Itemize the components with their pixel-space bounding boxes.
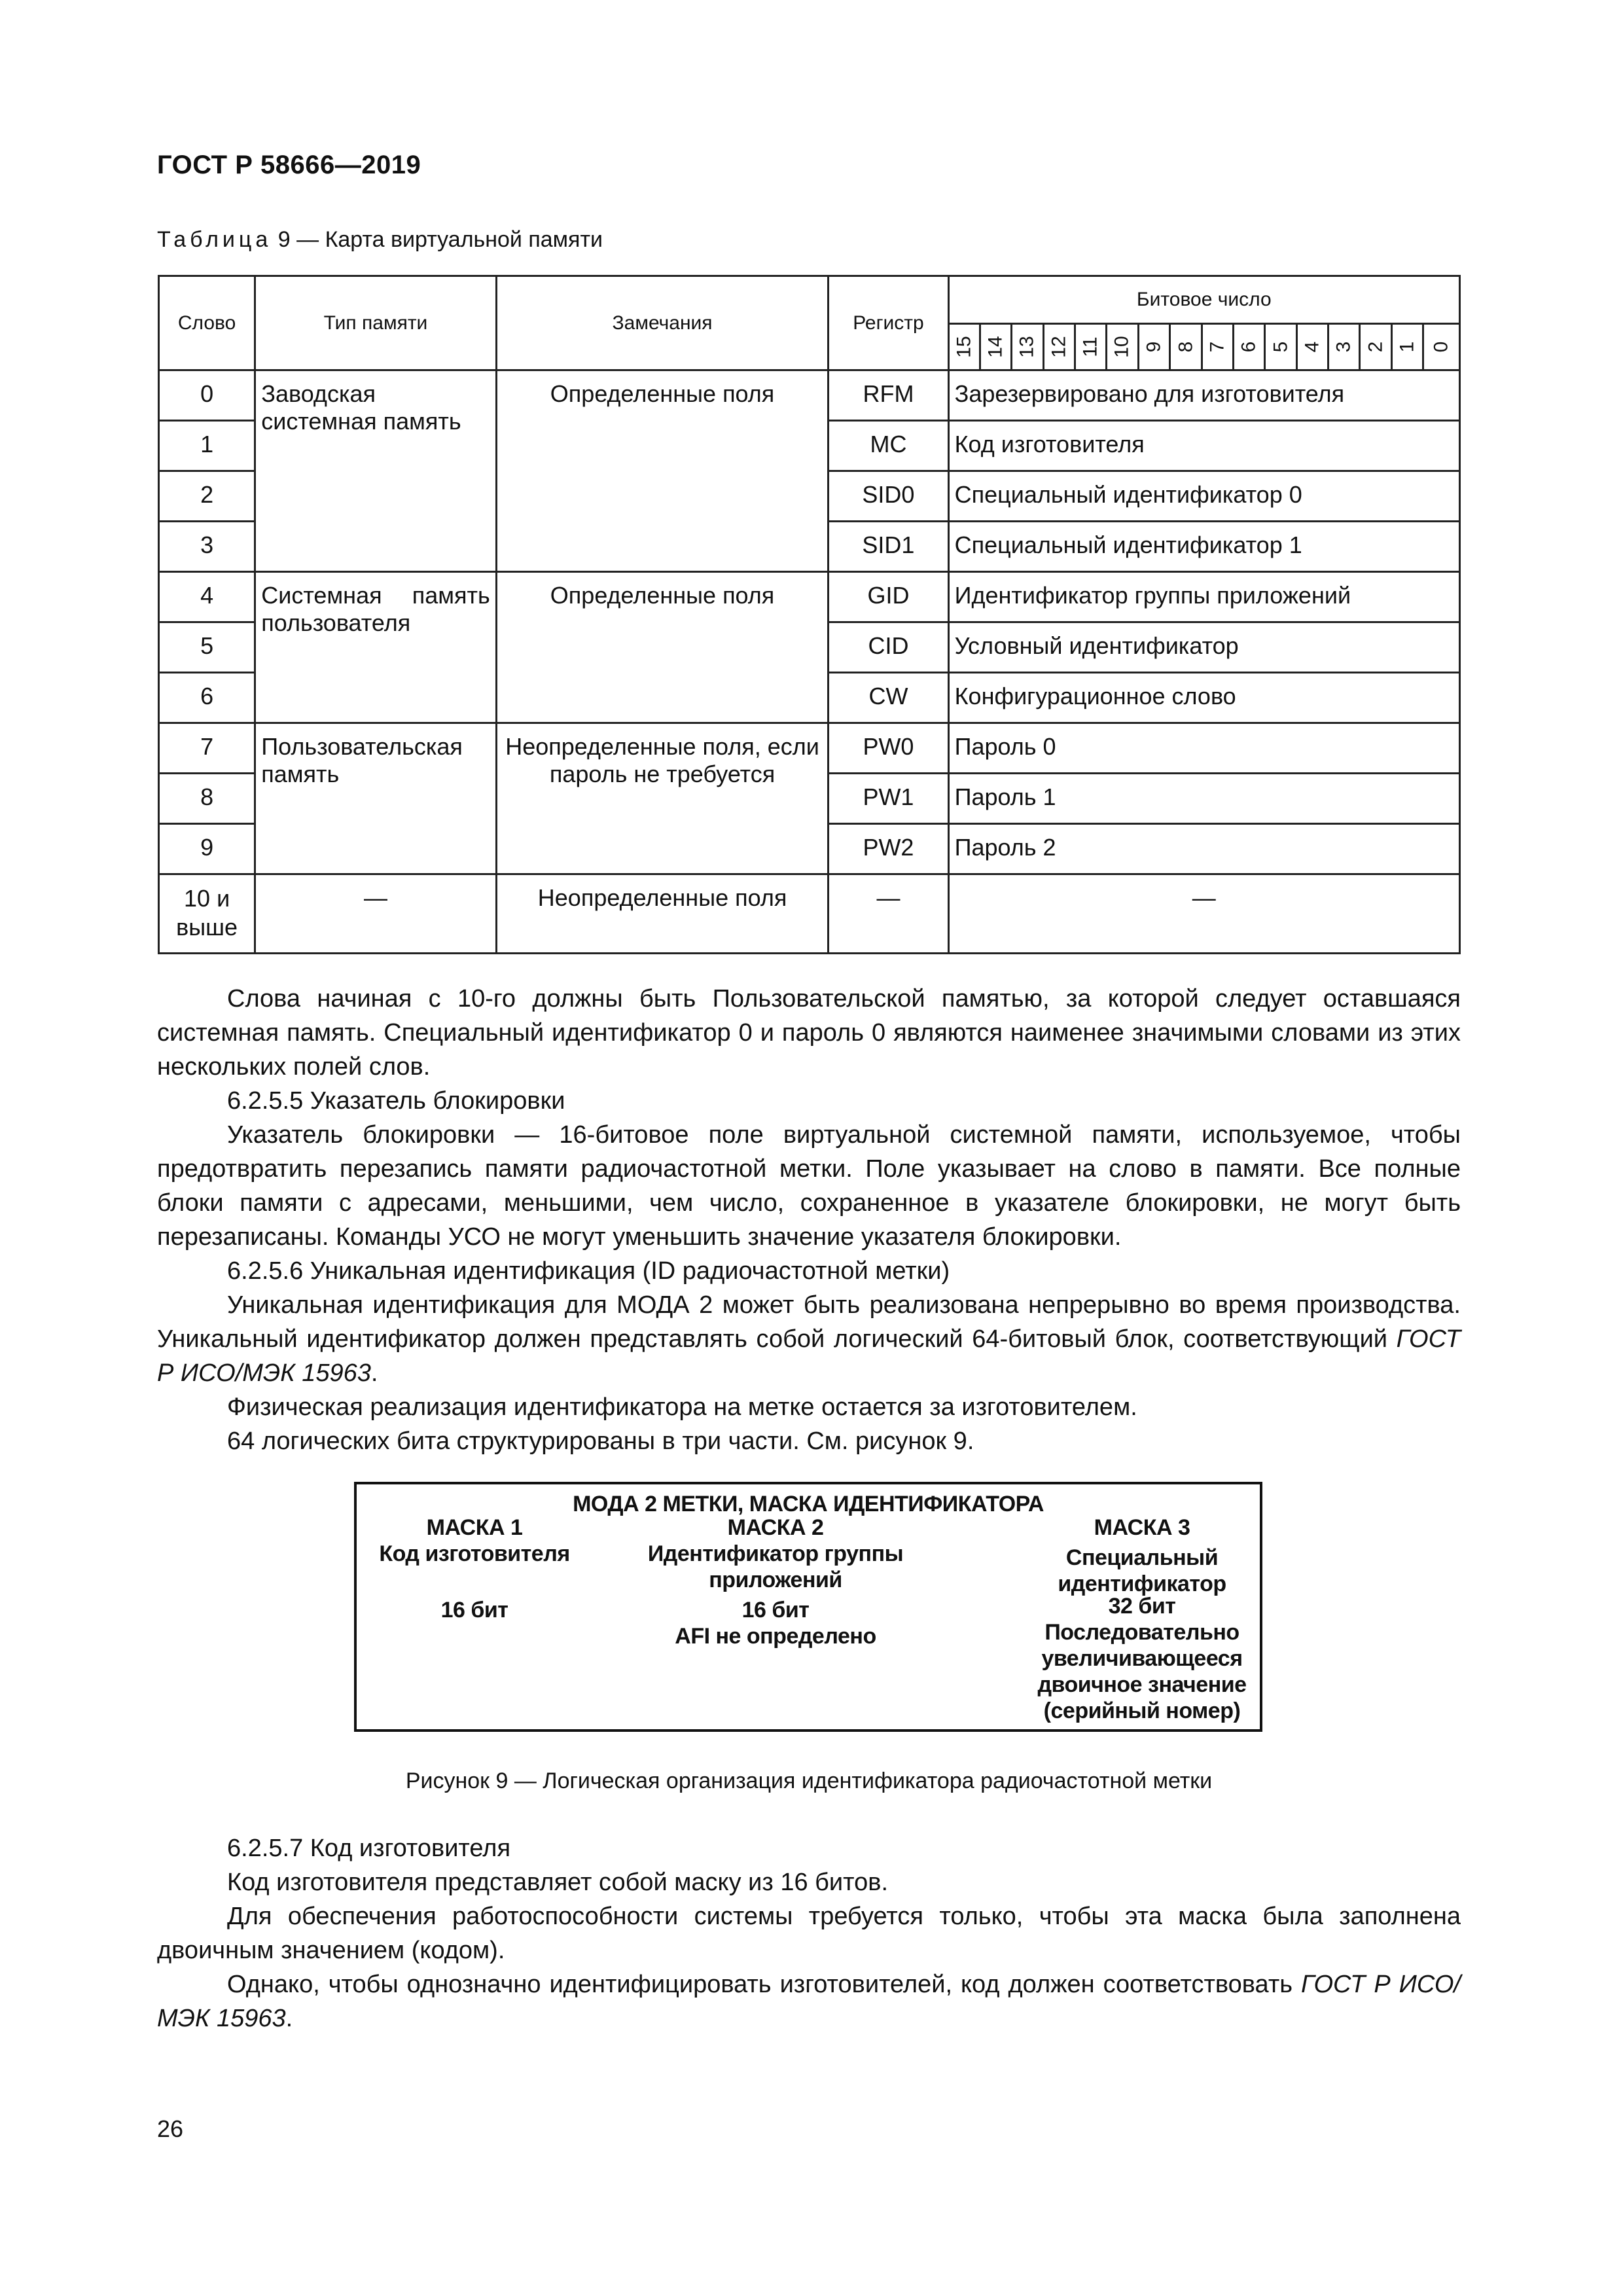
bit-label: 3 [1332,341,1355,353]
bit-header [1360,324,1391,370]
bit-label: 5 [1270,341,1292,353]
bit-header [1138,324,1169,370]
header-bit-number: Битовое число [948,276,1459,324]
mask3-note-line3: двоичное значение [1037,1672,1247,1697]
table-row [159,723,1460,774]
bit-label: 15 [953,336,975,358]
description-cell: Специальный идентификатор 0 [948,471,1459,522]
mask3-desc-line1: Специальный [1065,1545,1219,1570]
bit-label: 4 [1301,341,1323,353]
word-cell: 4 [159,572,255,622]
bit-label: 13 [1016,336,1039,358]
word-cell: 5 [159,622,255,673]
bit-label: 11 [1079,336,1101,357]
table-row [159,370,1460,421]
bit-header [1391,324,1423,370]
memory-type-cell: Пользовательская память [255,723,497,874]
document-header: ГОСТ Р 58666—2019 [157,151,421,179]
mask1-name: МАСКА 1 [426,1515,523,1540]
text-block-1 [157,982,1461,1458]
bit-label: 6 [1238,341,1260,353]
remarks-cell: Неопределенные поля, если пароль не требуется [496,723,829,874]
bit-label: 12 [1048,336,1070,358]
word-cell: 9 [159,824,255,874]
section-heading: 6.2.5.7 Код изготовителя [227,1835,511,1862]
register-cell: PW0 [829,723,948,774]
description-cell: Зарезервировано для изготовителя [948,370,1459,421]
remarks-cell: Неопределенные поля [496,874,829,954]
mask2-note: AFI не определено [675,1624,876,1649]
paragraph [157,1967,1461,2036]
bit-header [1202,324,1233,370]
register-cell: PW1 [829,774,948,824]
description-cell: Конфигурационное слово [948,673,1459,723]
mask2-desc: Идентификатор группы приложений [647,1541,904,1592]
paragraph: Код изготовителя представляет собой маску из 16 битов. [227,1869,889,1896]
table-caption-word: Таблица [157,227,272,252]
word-cell: 0 [159,370,255,421]
description-cell: Код изготовителя [948,421,1459,471]
paragraph: Физическая реализация идентификатора на метке остается за изготовителем. [227,1393,1137,1421]
standard-reference: ГОСТ Р ИСО/МЭК 15963 [157,1325,1461,1387]
bit-header [1329,324,1360,370]
bit-header [980,324,1011,370]
table-caption-title: 9 — Карта виртуальной памяти [277,227,603,252]
bit-label: 8 [1174,341,1196,353]
section-heading: 6.2.5.6 Уникальная идентификация (ID радиочастотной метки) [227,1257,950,1285]
register-cell: MC [829,421,948,471]
register-cell: CID [829,622,948,673]
table-row [159,572,1460,622]
register-cell: SID0 [829,471,948,522]
mask3-note-line4: (серийный номер) [1043,1698,1241,1723]
paragraph: Слова начиная с 10-го должны быть Пользовательской памятью, за которой следует оставшаяся системная память. Специальный идентификатор 0 и пароль 0 являются наименее значимыми словами из этих нескольких полей слов. [157,985,1461,1081]
mask3-desc-line2: идентификатор [1058,1571,1226,1596]
bit-header [948,324,980,370]
paragraph [157,1288,1461,1390]
mask2-name: МАСКА 2 [727,1515,824,1540]
header-word: Слово [159,276,255,370]
text-block-2 [157,1831,1461,2036]
section-heading: 6.2.5.5 Указатель блокировки [227,1087,565,1115]
memory-map-table [158,275,1461,954]
description-cell: Условный идентификатор [948,622,1459,673]
description-cell: Специальный идентификатор 1 [948,522,1459,572]
memory-type-cell: — [255,874,497,954]
register-cell: RFM [829,370,948,421]
word-cell-line1: 10 и [184,885,230,912]
word-cell [159,874,255,954]
bit-header [1170,324,1202,370]
word-cell-line2: выше [176,914,238,941]
bit-header [1296,324,1328,370]
table-row [159,874,1460,954]
bit-header [1012,324,1043,370]
register-cell: SID1 [829,522,948,572]
description-cell: Пароль 1 [948,774,1459,824]
mask1-desc: Код изготовителя [379,1541,570,1566]
bit-label: 9 [1143,341,1165,353]
mask1-size: 16 бит [440,1598,508,1623]
bit-label: 1 [1396,341,1418,353]
paragraph-end: . [285,2005,293,2032]
figure-title: МОДА 2 МЕТКИ, МАСКА ИДЕНТИФИКАТОРА [573,1492,1044,1516]
bit-label: 0 [1430,341,1452,353]
description-cell: — [948,874,1459,954]
figure-caption: Рисунок 9 — Логическая организация идентификатора радиочастотной метки [405,1768,1213,1793]
bit-header [1233,324,1264,370]
memory-type-cell: Заводская системная память [255,370,497,572]
description-cell: Идентификатор группы приложений [948,572,1459,622]
paragraph-end: . [370,1359,378,1387]
remarks-cell: Определенные поля [496,370,829,572]
bit-label: 14 [984,336,1007,358]
paragraph-text: Уникальная идентификация для МОДА 2 может быть реализована непрерывно во время производства. Уникальный идентификатор должен представлять собой логический 64-битовый блок, соответствующий [157,1291,1461,1353]
paragraph: 64 логических бита структурированы в три части. См. рисунок 9. [227,1427,974,1455]
word-cell: 6 [159,673,255,723]
mask2-size: 16 бит [741,1598,810,1623]
bit-label: 2 [1364,341,1387,353]
mask3-note-line2: увеличивающееся [1041,1646,1243,1671]
bit-header [1075,324,1107,370]
header-register: Регистр [829,276,948,370]
register-cell: — [829,874,948,954]
bit-header [1043,324,1075,370]
word-cell: 3 [159,522,255,572]
description-cell: Пароль 0 [948,723,1459,774]
bit-label: 7 [1206,341,1228,353]
register-cell: CW [829,673,948,723]
paragraph: Для обеспечения работоспособности системы требуется только, чтобы эта маска была заполнена двоичным значением (кодом). [157,1903,1461,1964]
figure-9-box [354,1482,1262,1732]
description-cell: Пароль 2 [948,824,1459,874]
bit-label: 10 [1111,336,1133,358]
bit-header [1107,324,1138,370]
register-cell: PW2 [829,824,948,874]
mask3-size: 32 бит [1108,1594,1176,1619]
mask3-name: МАСКА 3 [1094,1515,1190,1540]
word-cell: 2 [159,471,255,522]
register-cell: GID [829,572,948,622]
standard-reference: ГОСТ Р ИСО/МЭК 15963 [157,1971,1461,2032]
header-remarks: Замечания [496,276,829,370]
remarks-cell: Определенные поля [496,572,829,723]
word-cell: 8 [159,774,255,824]
word-cell: 1 [159,421,255,471]
page-number: 26 [157,2115,184,2142]
bit-header [1423,324,1460,370]
bit-header [1265,324,1296,370]
memory-type-cell: Системная память пользователя [255,572,497,723]
word-cell: 7 [159,723,255,774]
header-memory-type: Тип памяти [255,276,497,370]
paragraph-text: Однако, чтобы однозначно идентифицировать изготовителей, код должен соответствовать [227,1971,1293,1998]
mask3-note-line1: Последовательно [1044,1620,1240,1645]
paragraph: Указатель блокировки — 16-битовое поле виртуальной системной памяти, используемое, чтобы предотвратить перезапись памяти радиочастотной метки. Поле указывает на слово в памяти. Все полные блоки памяти с адресами, меньшими, чем число, сохраненное в указателе блокировки, не могут быть перезаписаны. Команды УСО не могут уменьшить значение указателя блокировки. [157,1121,1461,1251]
table-caption [157,227,603,253]
